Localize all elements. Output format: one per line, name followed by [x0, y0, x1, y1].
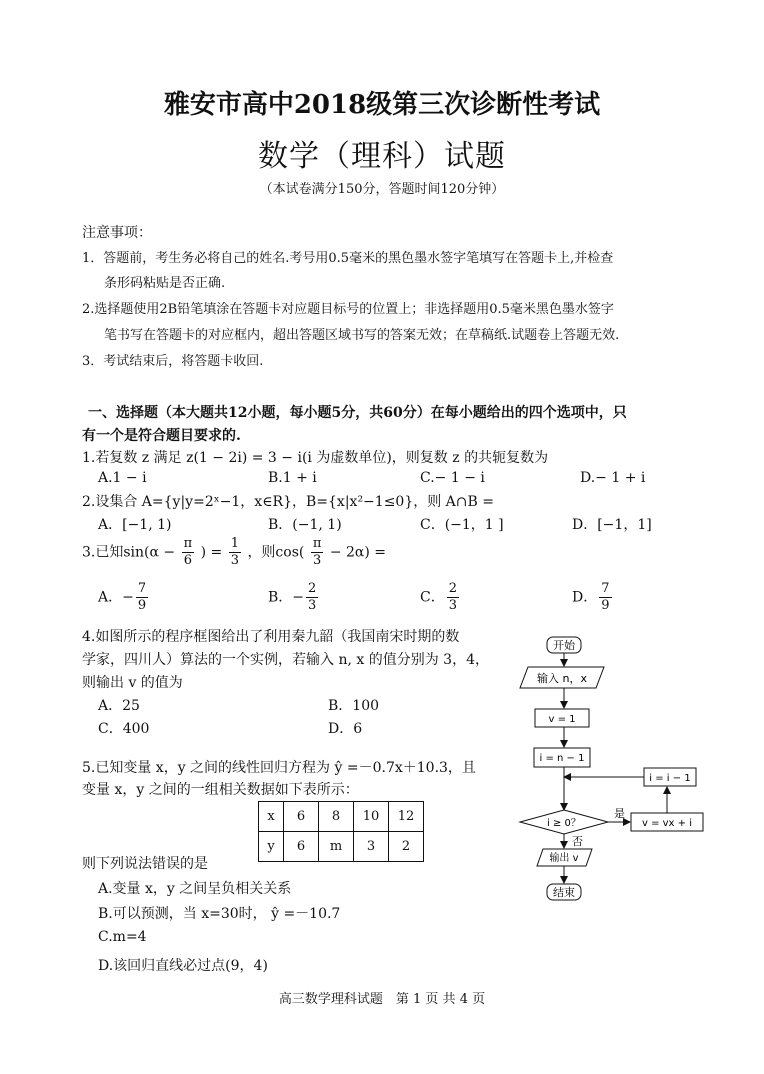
- q2-stem: 2.设集合 A={y|y=2ˣ−1，x∈R}，B={x|x²−1≤0}，则 A∩B =: [82, 494, 494, 510]
- table-row: [259, 802, 424, 832]
- q5-option-d: D.该回归直线必过点(9，4): [98, 958, 268, 974]
- table-row: [259, 832, 424, 862]
- q4-option-d: D．6: [328, 721, 363, 737]
- q3-stem-prefix: 3.已知sin(α −: [82, 544, 176, 561]
- note-2: 2.选择题使用2B铅笔填涂在答题卡对应题目标号的位置上；非选择题用0.5毫米黑色墨水签字: [82, 302, 614, 317]
- table-cell: 10: [354, 802, 389, 832]
- q3-option-a-num: 7: [137, 581, 147, 596]
- q3-frac-13-num: 1: [230, 536, 239, 551]
- table-cell: 6: [284, 832, 319, 862]
- page-footer: 高三数学理科试题 第 1 页 共 4 页: [278, 992, 486, 1007]
- q3-frac-pi3-num: π: [312, 536, 322, 551]
- flow-decrement-text: i = i − 1: [649, 773, 691, 784]
- q3-stem-mid2: ，则cos(: [247, 544, 305, 561]
- flow-condition-text: i ≥ 0？: [547, 818, 581, 829]
- flowchart: [510, 630, 720, 910]
- exam-subtitle: （本试卷满分150分，答题时间120分钟）: [259, 182, 505, 197]
- q3-option-b: [268, 581, 320, 614]
- q5-option-b: B.可以预测，当 x=30时， ŷ =－10.7: [98, 906, 341, 922]
- q5-line3: 则下列说法错误的是: [82, 856, 208, 872]
- q4-line3: 则输出 v 的值为: [82, 675, 183, 691]
- note-2-cont: 笔书写在答题卡的对应框内，超出答题区域书写的答案无效；在草稿纸.试题卷上答题无效.: [104, 328, 620, 343]
- q3-option-d-frac: [599, 581, 611, 614]
- q3-stem: [82, 536, 386, 569]
- table-cell: 3: [354, 832, 389, 862]
- q3-frac-13: [229, 536, 241, 569]
- q3-option-b-sign: −: [292, 589, 305, 606]
- q3-option-a: [98, 581, 150, 614]
- q3-option-a-den: 9: [137, 598, 147, 613]
- q2-option-b: B．(−1, 1): [268, 517, 342, 533]
- table-cell: 2: [389, 832, 424, 862]
- q4-option-a: A．25: [98, 698, 140, 714]
- q1-option-a: A.1 − i: [98, 470, 147, 486]
- q4-line1: 4.如图所示的程序框图给出了利用秦九韶（我国南宋时期的数: [82, 629, 460, 645]
- q3-option-a-frac: [136, 581, 148, 614]
- q3-frac-pi6-den: 6: [183, 553, 192, 568]
- q3-frac-pi6-num: π: [183, 536, 193, 551]
- table-cell: y: [259, 832, 284, 862]
- q3-option-c: [420, 581, 461, 614]
- table-cell: m: [319, 832, 354, 862]
- q5-option-c: C.m=4: [98, 929, 147, 945]
- note-3: 3．考试结束后，将答题卡收回.: [82, 354, 264, 369]
- q3-frac-pi3-den: 3: [312, 553, 322, 568]
- q1-stem: 1.若复数 z 满足 z(1 − 2i) = 3 − i(i 为虚数单位)，则复数 z 的共轭复数为: [82, 450, 549, 466]
- q3-option-b-num: 2: [308, 581, 317, 596]
- section-heading: 一、选择题（本大题共12小题，每小题5分，共60分）在每小题给出的四个选项中，只: [88, 405, 627, 421]
- flow-output-text: 输出 v: [549, 853, 579, 864]
- q2-option-d: D．[−1，1]: [572, 517, 652, 533]
- q3-option-b-label: B．: [268, 589, 293, 606]
- subject-title: 数学（理科）试题: [258, 139, 506, 174]
- table-cell: 8: [319, 802, 354, 832]
- q3-option-b-den: 3: [308, 598, 317, 613]
- section-heading-cont: 有一个是符合题目要求的.: [82, 428, 241, 444]
- q3-frac-13-den: 3: [230, 553, 239, 568]
- q1-option-b: B.1 + i: [268, 470, 317, 486]
- q5-line1: 5.已知变量 x，y 之间的线性回归方程为 ŷ =－0.7x＋10.3，且: [82, 760, 476, 776]
- q4-option-b: B．100: [328, 698, 380, 714]
- table-cell: 6: [284, 802, 319, 832]
- exam-title: 雅安市高中2018级第三次诊断性考试: [163, 90, 601, 120]
- q4-line2: 学家，四川人）算法的一个实例，若输入 n, x 的值分别为 3，4，: [82, 652, 489, 668]
- q1-option-c: C.− 1 − i: [420, 470, 485, 486]
- q3-option-d-label: D．: [572, 589, 598, 606]
- q3-stem-mid: ) =: [200, 544, 223, 561]
- q3-frac-pi6: [182, 536, 195, 569]
- q3-stem-suffix: − 2α) =: [329, 544, 386, 561]
- q3-option-a-label: A．: [98, 589, 123, 606]
- q1-option-d: D.− 1 + i: [580, 470, 646, 486]
- q5-option-a: A.变量 x，y 之间呈负相关关系: [98, 881, 292, 897]
- q5-data-table: [258, 801, 424, 862]
- note-1-cont: 条形码粘贴是否正确.: [104, 276, 226, 291]
- flow-input-text: 输入 n，x: [537, 672, 587, 685]
- note-1: 1．答题前，考生务必将自己的姓名.考号用0.5毫米的黑色墨水签字笔填写在答题卡上,并检查: [82, 251, 614, 266]
- q3-option-b-frac: [306, 581, 318, 614]
- flow-end-text: 结束: [553, 886, 575, 899]
- flow-no-label: 否: [572, 835, 583, 848]
- flow-update-text: v = vx + i: [641, 818, 693, 829]
- q3-option-d-den: 9: [601, 598, 610, 613]
- q5-line2: 变量 x，y 之间的一组相关数据如下表所示：: [82, 782, 359, 798]
- q3-option-d-num: 7: [601, 581, 610, 596]
- flow-init-v-text: v = 1: [548, 714, 576, 725]
- q3-option-d: [572, 581, 614, 614]
- q3-option-c-label: C．: [420, 589, 445, 606]
- table-cell: 12: [389, 802, 424, 832]
- flow-start-text: 开始: [553, 639, 575, 652]
- q4-option-c: C．400: [98, 721, 150, 737]
- q3-option-c-den: 3: [448, 598, 457, 613]
- q2-option-c: C．(−1，1 ]: [420, 517, 504, 533]
- notes-heading: 注意事项：: [82, 225, 152, 241]
- q2-option-a: A．[−1, 1): [98, 517, 172, 533]
- q3-option-c-frac: [447, 581, 459, 614]
- q3-option-c-num: 2: [448, 581, 457, 596]
- flow-init-i-text: i = n − 1: [539, 753, 585, 764]
- flow-yes-label: 是: [614, 807, 625, 820]
- table-cell: x: [259, 802, 284, 832]
- q3-frac-pi3: [311, 536, 324, 569]
- q3-option-a-sign: −: [122, 589, 134, 606]
